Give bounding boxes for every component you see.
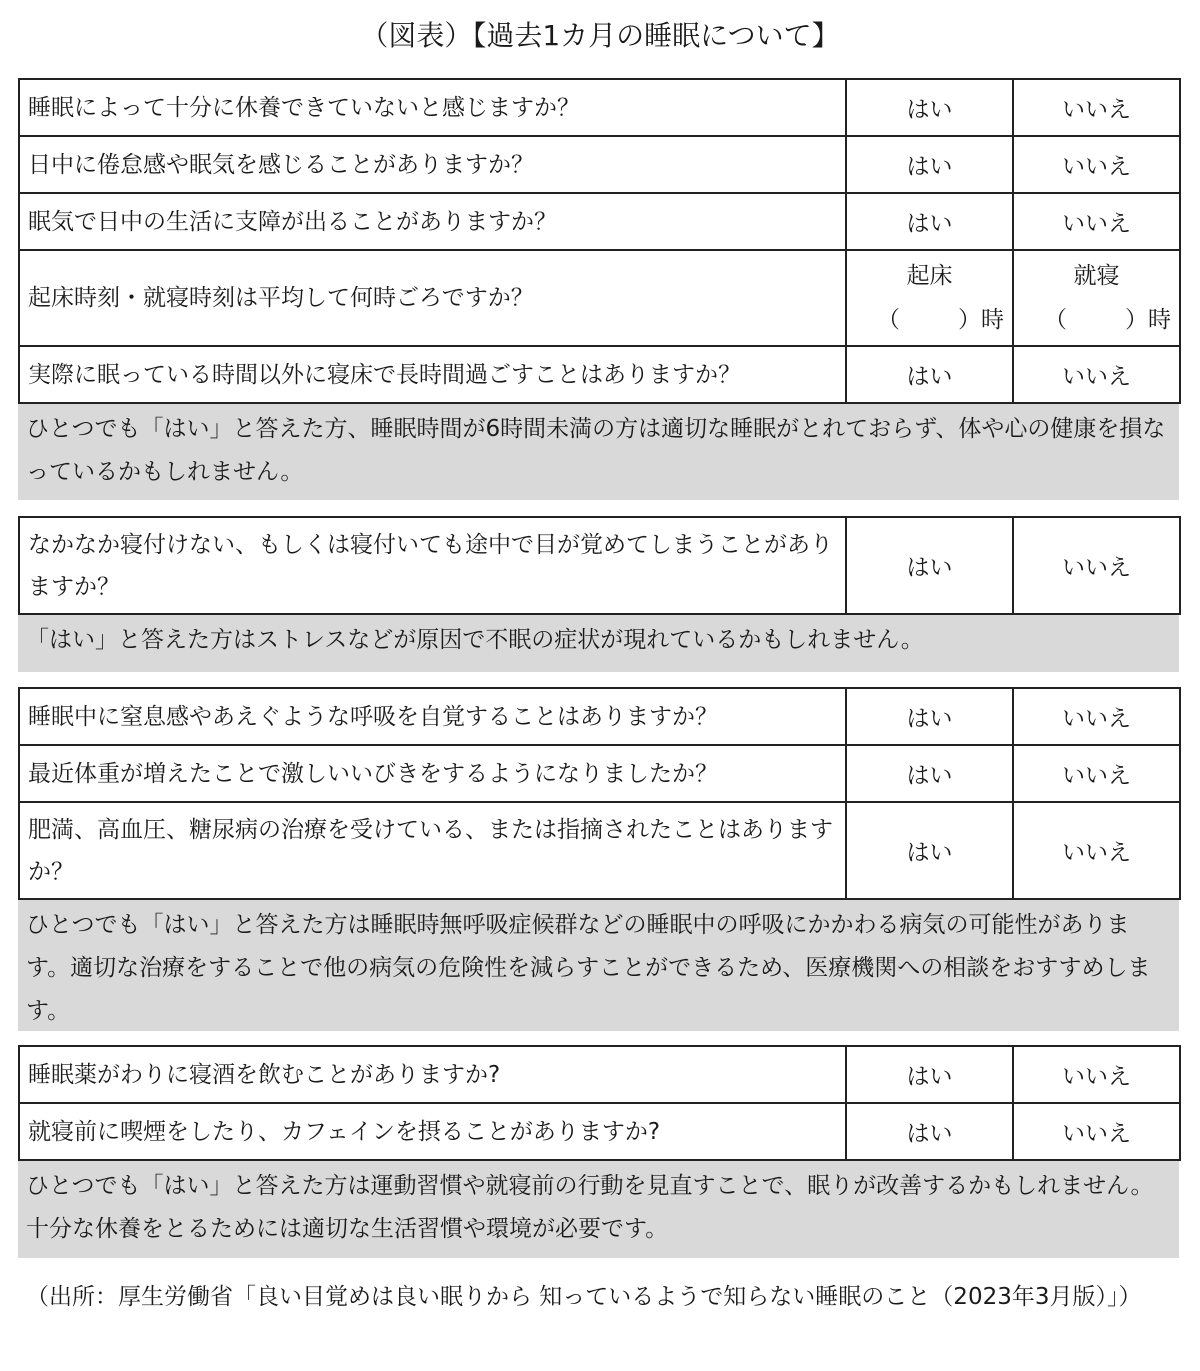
advice-note: ひとつでも「はい」と答えた方、睡眠時間が6時間未満の方は適切な睡眠がとれておらず、体や心の健康を損なっているかもしれません。	[18, 404, 1179, 500]
answer-yes[interactable]: はい	[846, 346, 1013, 403]
question-row	[19, 1103, 1180, 1160]
question-row	[19, 745, 1180, 802]
question-row	[19, 79, 1180, 136]
question-text: 最近体重が増えたことで激しいいびきをするようになりましたか？	[19, 745, 846, 802]
answer-no[interactable]: いいえ	[1013, 802, 1180, 899]
question-row	[19, 802, 1180, 899]
answer-yes[interactable]: はい	[846, 688, 1013, 745]
question-text: なかなか寝付けない、もしくは寝付いても途中で目が覚めてしまうことがありますか？	[19, 517, 846, 614]
answer-yes[interactable]: はい	[846, 1103, 1013, 1160]
question-row	[19, 517, 1180, 614]
question-row	[19, 136, 1180, 193]
hour-unit: ）時	[1125, 307, 1171, 333]
answer-yes[interactable]: はい	[846, 517, 1013, 614]
answer-no[interactable]: いいえ	[1013, 346, 1180, 403]
question-row-time	[19, 250, 1180, 346]
answer-yes[interactable]: はい	[846, 802, 1013, 899]
advice-note: ひとつでも「はい」と答えた方は睡眠時無呼吸症候群などの睡眠中の呼吸にかかわる病気の可能性があります。適切な治療をすることで他の病気の危険性を減らすことができるため、医療機関への相談をおすすめします。	[18, 900, 1179, 1031]
question-row	[19, 193, 1180, 250]
question-table	[18, 687, 1181, 900]
answer-no[interactable]: いいえ	[1013, 1103, 1180, 1160]
answer-no[interactable]: いいえ	[1013, 517, 1180, 614]
answer-no[interactable]: いいえ	[1013, 136, 1180, 193]
open-paren: （	[877, 307, 900, 333]
question-row	[19, 346, 1180, 403]
hour-unit: ）時	[958, 307, 1004, 333]
bed-time-cell[interactable]	[1013, 250, 1180, 346]
section-sleep-quality	[18, 78, 1179, 500]
section-habits	[18, 1045, 1179, 1258]
question-text: 実際に眠っている時間以外に寝床で長時間過ごすことはありますか？	[19, 346, 846, 403]
page-title: （図表）【過去1カ月の睡眠について】	[360, 19, 840, 52]
answer-yes[interactable]: はい	[846, 745, 1013, 802]
question-row	[19, 1046, 1180, 1103]
answer-yes[interactable]: はい	[846, 1046, 1013, 1103]
question-text: 睡眠薬がわりに寝酒を飲むことがありますか?	[19, 1046, 846, 1103]
answer-no[interactable]: いいえ	[1013, 745, 1180, 802]
section-insomnia	[18, 516, 1179, 672]
answer-no[interactable]: いいえ	[1013, 193, 1180, 250]
answer-no[interactable]: いいえ	[1013, 1046, 1180, 1103]
question-text: 睡眠によって十分に休養できていないと感じますか？	[19, 79, 846, 136]
question-text: 起床時刻・就寝時刻は平均して何時ごろですか？	[19, 250, 846, 346]
question-table	[18, 1045, 1181, 1161]
question-table	[18, 516, 1181, 615]
bed-time-label: 就寝	[1073, 263, 1120, 289]
answer-no[interactable]: いいえ	[1013, 688, 1180, 745]
answer-yes[interactable]: はい	[846, 136, 1013, 193]
question-text: 就寝前に喫煙をしたり、カフェインを摂ることがありますか?	[19, 1103, 846, 1160]
question-text: 眠気で日中の生活に支障が出ることがありますか？	[19, 193, 846, 250]
answer-no[interactable]: いいえ	[1013, 79, 1180, 136]
advice-note: 「はい」と答えた方はストレスなどが原因で不眠の症状が現れているかもしれません。	[18, 615, 1179, 672]
answer-yes[interactable]: はい	[846, 79, 1013, 136]
question-text: 睡眠中に窒息感やあえぐような呼吸を自覚することはありますか？	[19, 688, 846, 745]
advice-note: ひとつでも「はい」と答えた方は運動習慣や就寝前の行動を見直すことで、眠りが改善するかもしれません。十分な休養をとるためには適切な生活習慣や環境が必要です。	[18, 1161, 1179, 1258]
wake-time-cell[interactable]	[846, 250, 1013, 346]
question-table	[18, 78, 1181, 404]
section-apnea	[18, 687, 1179, 1031]
question-row	[19, 688, 1180, 745]
source-citation: （出所：厚生労働省「良い目覚めは良い眠りから 知っているようで知らない睡眠のこと（2023年3月版）」）	[26, 1284, 1142, 1310]
wake-time-label: 起床	[906, 263, 953, 289]
question-text: 肥満、高血圧、糖尿病の治療を受けている、または指摘されたことはありますか？	[19, 802, 846, 899]
open-paren: （	[1044, 307, 1067, 333]
answer-yes[interactable]: はい	[846, 193, 1013, 250]
question-text: 日中に倦怠感や眠気を感じることがありますか？	[19, 136, 846, 193]
